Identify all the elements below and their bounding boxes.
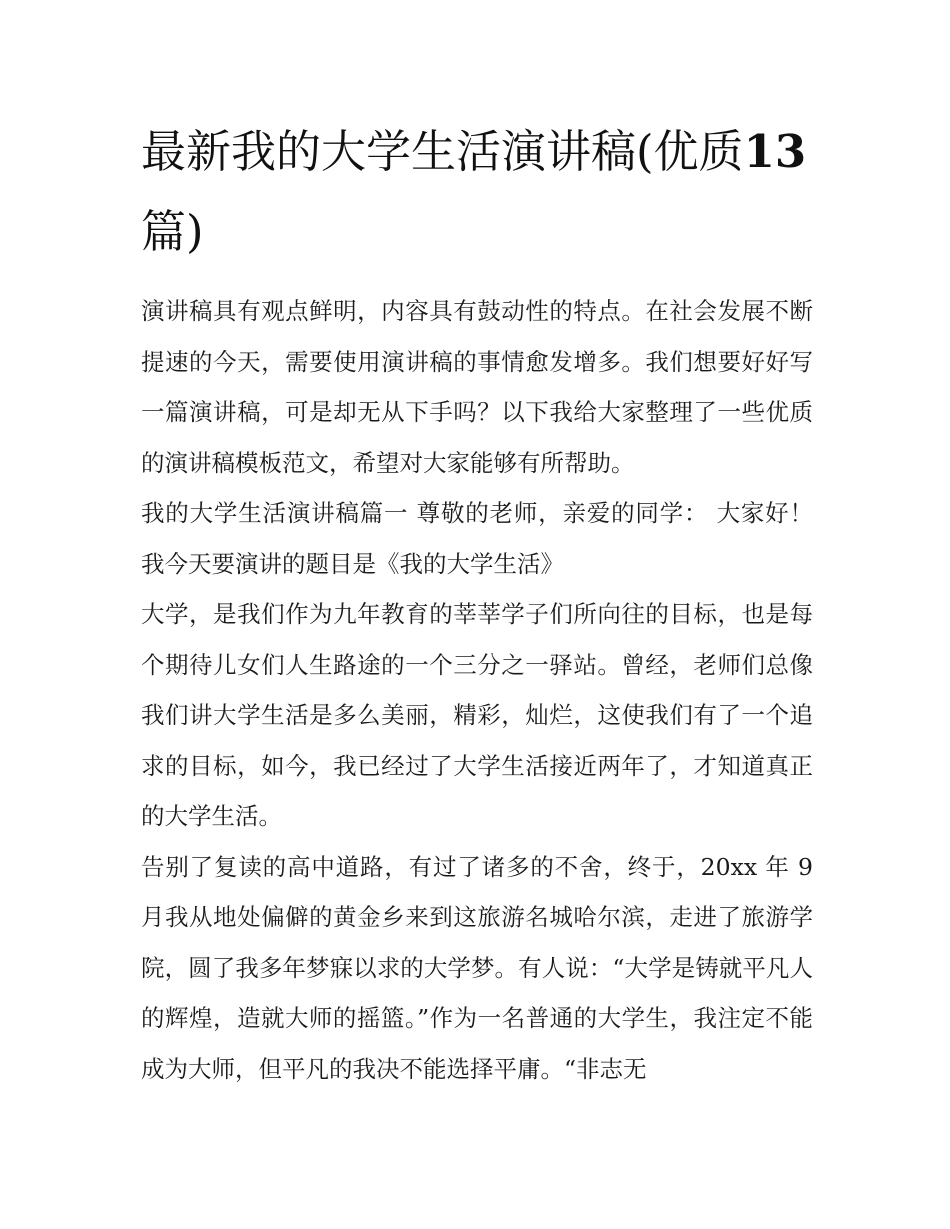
title-tail: 篇) (141, 205, 204, 258)
document-title (141, 112, 813, 272)
document-body (141, 112, 813, 1094)
body-paragraph: 大学，是我们作为九年教育的莘莘学子们所向往的目标，也是每个期待儿女们人生路途的一个三分之一驿站。曾经，老师们总像我们讲大学生活是多么美丽，精彩，灿烂，这使我们有了一个追求的目标，如今，我已经过了大学生活接近两年了，才知道真正的大学生活。 (141, 600, 813, 830)
speech-opening-paragraph: 我的大学生活演讲稿篇一 尊敬的老师，亲爱的同学： 大家好！我今天要演讲的题目是《我的大学生活》 (141, 499, 813, 578)
title-number: 13 (743, 125, 807, 178)
intro-paragraph: 演讲稿具有观点鲜明，内容具有鼓动性的特点。在社会发展不断提速的今天，需要使用演讲稿的事情愈发增多。我们想要好好写一篇演讲稿，可是却无从下手吗？以下我给大家整理了一些优质的演讲稿模板范文，希望对大家能够有所帮助。 (141, 297, 813, 477)
title-text: 最新我的大学生活演讲稿(优质 (141, 125, 744, 178)
body-paragraph: 告别了复读的高中道路，有过了诸多的不舍，终于，20xx 年 9 月我从地处偏僻的黄金乡来到这旅游名城哈尔滨，走进了旅游学院，圆了我多年梦寐以求的大学梦。有人说：“大学是铸就平凡人的辉煌，造就大师的摇篮。”作为一名普通的大学生，我注定不能成为大师，但平凡的我决不能选择平庸。“非志无 (141, 852, 813, 1083)
